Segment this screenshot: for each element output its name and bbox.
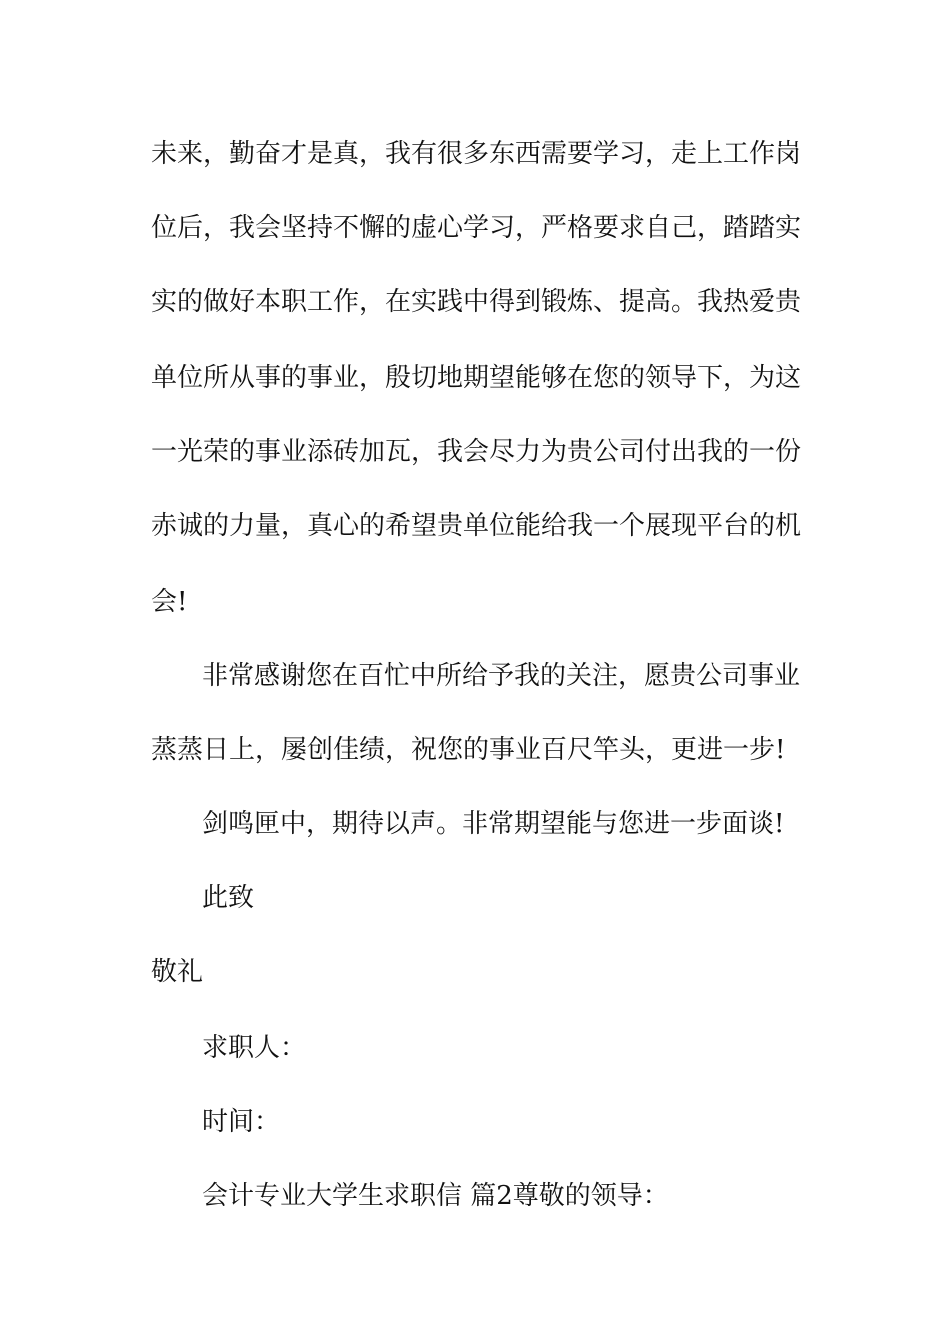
body-text-line: 单位所从事的事业，殷切地期望能够在您的领导下，为这 [151, 363, 802, 393]
date-line: 时间： [202, 1107, 281, 1137]
body-text-line: 实的做好本职工作，在实践中得到锻炼、提高。我热爱贵 [151, 287, 802, 317]
body-text-line: 一光荣的事业添砖加瓦，我会尽力为贵公司付出我的一份 [151, 437, 802, 467]
body-text-line: 位后，我会坚持不懈的虚心学习，严格要求自己，踏踏实 [151, 213, 802, 243]
thanks-paragraph-line: 非常感谢您在百忙中所给予我的关注，愿贵公司事业 [202, 661, 801, 691]
closing-paragraph-line: 剑鸣匣中，期待以声。非常期望能与您进一步面谈! [202, 809, 785, 839]
body-text-line: 赤诚的力量，真心的希望贵单位能给我一个展现平台的机 [151, 511, 802, 541]
applicant-line: 求职人： [202, 1033, 307, 1063]
section-heading-line: 会计专业大学生求职信 篇2尊敬的领导： [202, 1181, 669, 1211]
salutation-line: 此致 [202, 883, 255, 913]
thanks-paragraph-line: 蒸蒸日上，屡创佳绩，祝您的事业百尺竿头，更进一步! [151, 735, 786, 765]
body-text-line: 未来，勤奋才是真，我有很多东西需要学习，走上工作岗 [151, 139, 802, 169]
body-text-line: 会! [151, 587, 188, 617]
salutation-line: 敬礼 [151, 957, 204, 987]
